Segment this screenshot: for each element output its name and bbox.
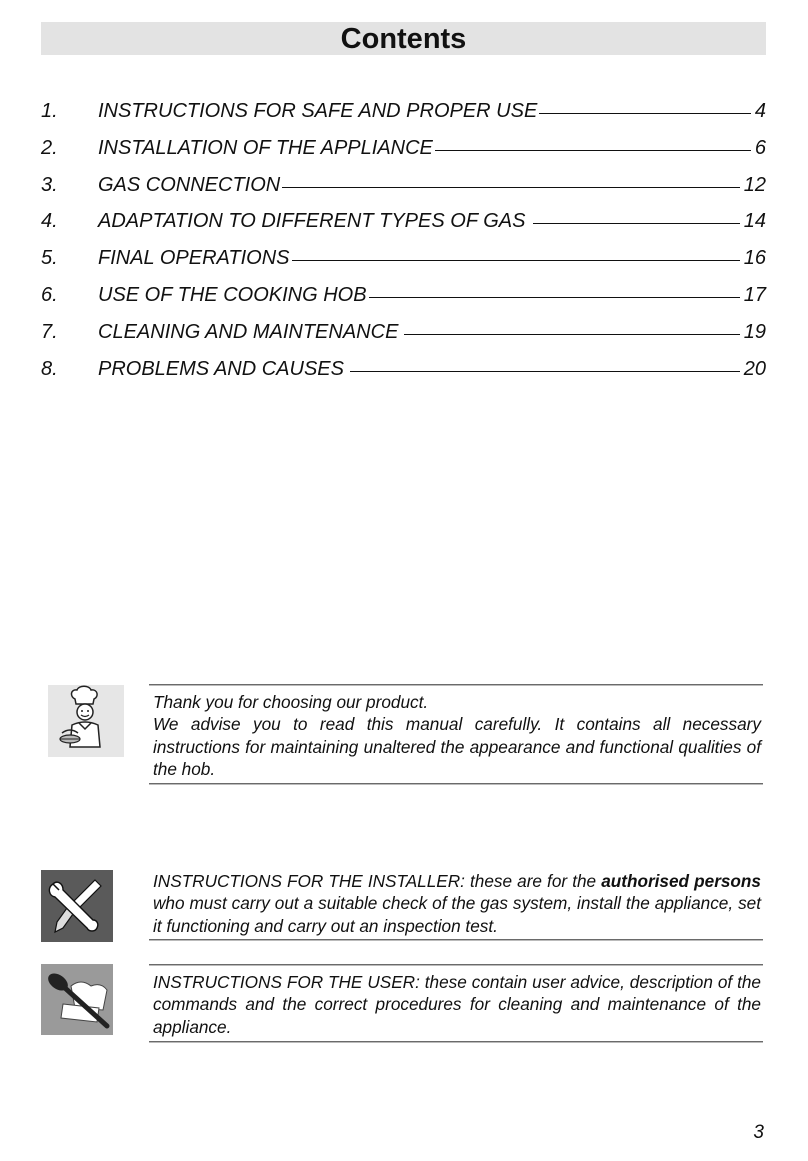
toc-leader xyxy=(404,334,739,335)
bottom-rule xyxy=(149,939,763,941)
toc-entry[interactable] xyxy=(41,206,766,243)
toc-number: 5. xyxy=(41,247,58,270)
toc-leader xyxy=(533,223,739,224)
toc-entry[interactable] xyxy=(41,317,766,354)
toc-entry[interactable] xyxy=(41,243,766,280)
toc-leader xyxy=(369,297,740,298)
toc-title: INSTALLATION OF THE APPLIANCE xyxy=(98,136,433,159)
toc-entry[interactable] xyxy=(41,133,766,170)
installer-bold-text: authorised persons xyxy=(601,871,761,891)
bottom-rule xyxy=(149,783,763,785)
toc-leader xyxy=(435,150,751,151)
user-text: INSTRUCTIONS FOR THE USER: these contain user advice, description of the commands and the correct procedures for cleaning and maintenance of the appliance. xyxy=(153,972,761,1037)
note-body: We advise you to read this manual carefully. It contains all necessary instructions for maintaining unaltered the appearance and functional qualities of the hob. xyxy=(153,714,761,779)
toc-entry[interactable] xyxy=(41,354,766,391)
toc-title: FINAL OPERATIONS xyxy=(98,247,290,270)
toc-page: 4 xyxy=(754,100,766,122)
welcome-note xyxy=(149,684,763,785)
installer-note xyxy=(149,870,763,941)
installer-text-end: who must carry out a suitable check of the gas system, install the appliance, set it functioning and carry out an inspection test. xyxy=(153,893,761,936)
tools-icon xyxy=(41,870,113,942)
toc-page: 17 xyxy=(743,283,766,306)
toc-entry[interactable] xyxy=(41,96,766,133)
toc-leader xyxy=(539,113,751,114)
installer-text-start: INSTRUCTIONS FOR THE INSTALLER: these are for the xyxy=(153,871,602,891)
toc-entry[interactable] xyxy=(41,170,766,207)
chef-icon xyxy=(48,685,124,757)
note-line: Thank you for choosing our product. xyxy=(153,692,429,712)
toc-number: 6. xyxy=(41,283,58,306)
toc-leader xyxy=(350,371,740,372)
toc-number: 8. xyxy=(41,357,58,380)
bottom-rule xyxy=(149,1041,763,1043)
page-title: Contents xyxy=(41,22,766,55)
toc-title: USE OF THE COOKING HOB xyxy=(98,283,367,306)
toc-title: CLEANING AND MAINTENANCE xyxy=(98,320,399,343)
toc-title: GAS CONNECTION xyxy=(98,173,281,196)
toc-title: ADAPTATION TO DIFFERENT TYPES OF GAS xyxy=(98,210,526,233)
toc-number: 4. xyxy=(41,210,58,233)
user-note xyxy=(149,964,763,1043)
toc-entry[interactable] xyxy=(41,280,766,317)
toc-page: 6 xyxy=(754,136,766,159)
page-number: 3 xyxy=(753,1122,764,1143)
toc-page: 20 xyxy=(743,357,766,380)
table-of-contents xyxy=(41,96,766,390)
toc-number: 1. xyxy=(41,100,58,122)
toc-page: 12 xyxy=(743,173,766,196)
toc-title: INSTRUCTIONS FOR SAFE AND PROPER USE xyxy=(98,100,538,122)
toc-leader xyxy=(282,187,740,188)
toc-number: 2. xyxy=(41,136,58,159)
spoon-icon xyxy=(41,964,113,1035)
toc-title: PROBLEMS AND CAUSES xyxy=(98,357,344,380)
toc-leader xyxy=(292,260,740,261)
toc-number: 3. xyxy=(41,173,58,196)
toc-number: 7. xyxy=(41,320,58,343)
toc-page: 16 xyxy=(743,247,766,270)
toc-page: 19 xyxy=(743,320,766,343)
toc-page: 14 xyxy=(743,210,766,233)
